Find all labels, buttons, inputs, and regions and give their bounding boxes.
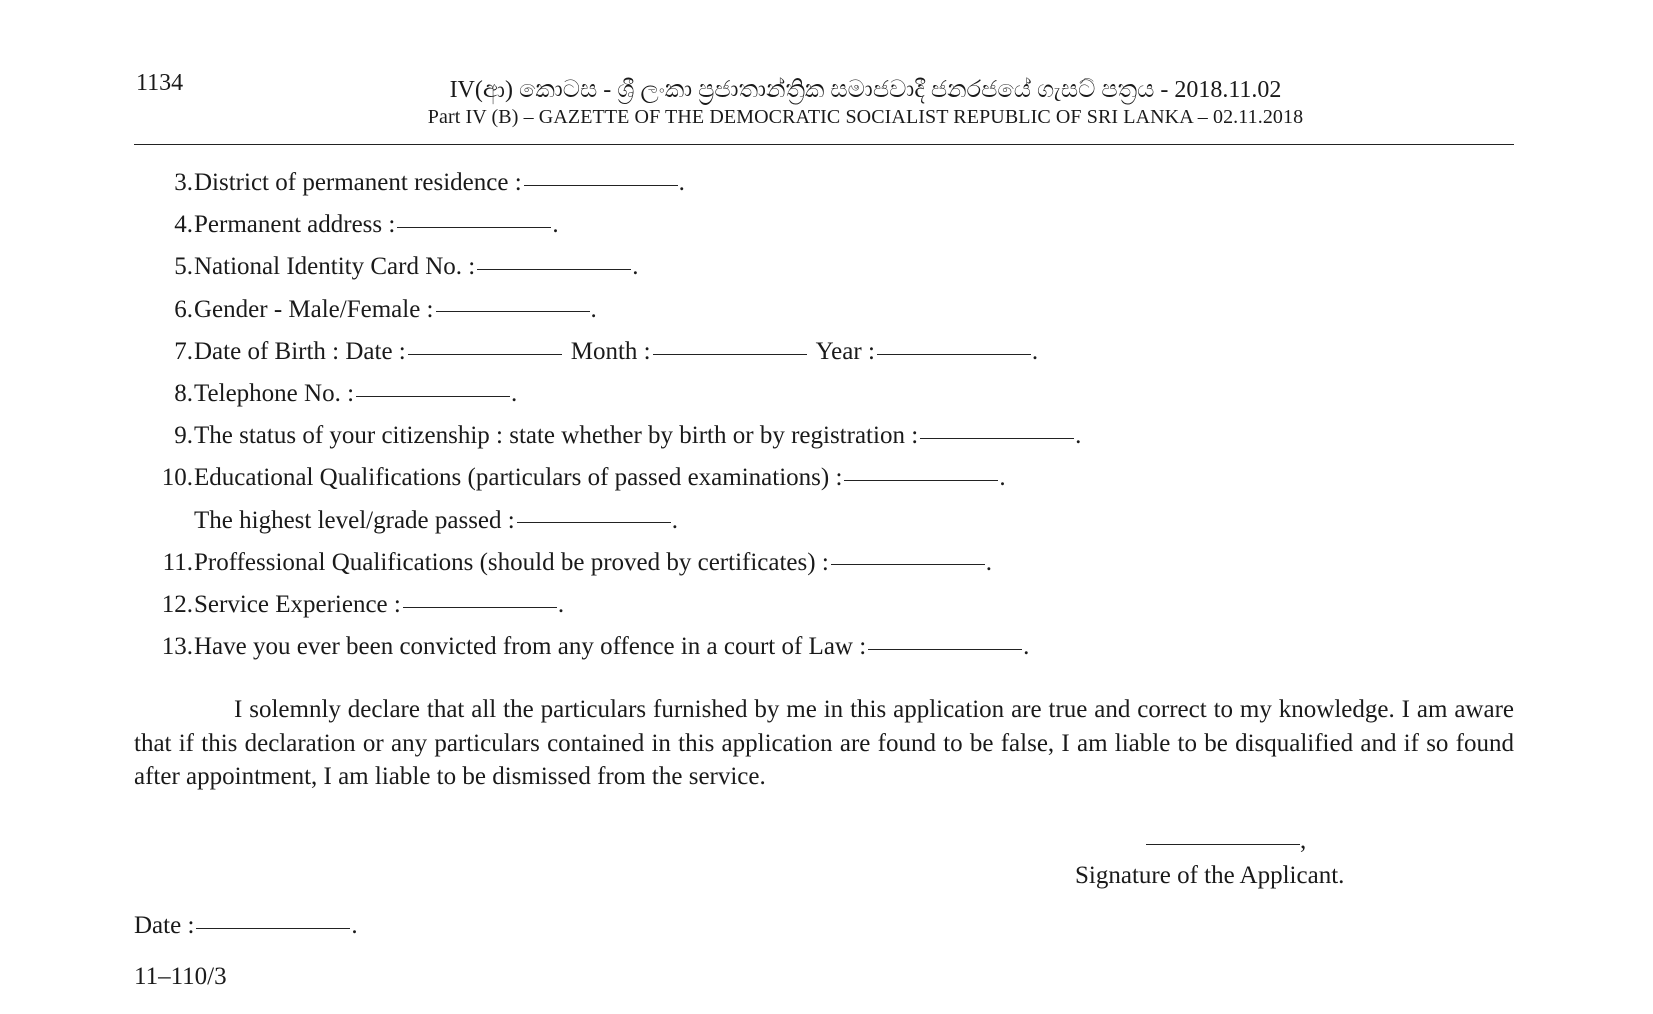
form-item-telephone [140,373,1520,415]
item-number: 4. [174,211,193,239]
page-number: 1134 [136,70,184,96]
item-label: National Identity Card No. : [194,253,476,281]
blank-field-date[interactable] [408,354,562,355]
item-period: . [678,169,685,196]
blank-field-line[interactable] [920,438,1074,439]
item-period: . [985,548,993,576]
item-period: . [999,464,1006,492]
form-item-highest-grade [140,500,1520,542]
declaration-paragraph: I solemnly declare that all the particulars furnished by me in this application are true and correct to my knowledge. I am aware that if this declaration or any particulars contained in this application are found to be false, I am liable to be disqualified and if so found after appointment, I am liable to be dismissed from the service. [134,696,1514,790]
form-item-nic-number [140,246,1520,288]
item-label: Gender - Male/Female : [194,295,434,323]
signature-label: Signature of the Applicant. [1075,862,1345,889]
item-label: Service Experience : [194,590,401,618]
blank-field-line[interactable] [397,227,551,228]
item-label: Have you ever been convicted from any offence in a court of Law : [194,633,867,661]
item-number: 9. [174,422,193,450]
form-item-gender [140,289,1520,331]
blank-field-line[interactable] [524,185,678,186]
gazette-header [136,76,1515,130]
blank-field-line[interactable] [403,607,557,608]
blank-field-line[interactable] [517,522,671,523]
form-item-service-experience [140,584,1520,626]
item-label: District of permanent residence : [194,169,522,196]
blank-field-line[interactable] [477,269,631,270]
item-label: The status of your citizenship : state whether by birth or by registration : [194,422,919,450]
item-period: . [590,295,597,323]
blank-field-line[interactable] [436,311,590,312]
header-english-title: Part IV (B) – GAZETTE OF THE DEMOCRATIC SOCIALIST REPUBLIC OF SRI LANKA – 02.11.2018 [427,106,1304,128]
blank-field-month[interactable] [653,354,807,355]
item-label: Date of Birth : Date : [194,337,406,365]
date-label: Date : [134,912,195,939]
signature-comma: , [1300,827,1307,854]
item-number: 8. [174,379,193,407]
item-period: . [1031,337,1039,365]
item-period: . [552,211,559,239]
item-number: 12. [161,590,193,618]
item-number: 11. [162,548,193,576]
item-period: . [1023,633,1030,661]
blank-field-line[interactable] [868,649,1022,650]
blank-field-year[interactable] [877,354,1031,355]
date-row [134,912,358,940]
item-period: . [671,506,678,534]
reference-number: 11–110/3 [134,963,227,990]
blank-field-line[interactable] [831,564,985,565]
header-divider [134,144,1514,145]
header-sinhala-title: IV(ආ) කොටස - ශ්‍රී ලංකා ප්‍රජාතාන්ත්‍රික සමාජවාදී ජනරජයේ ගැසට් පත්‍රය - 2018.11.02 [449,77,1282,103]
item-period: . [1075,422,1082,450]
date-period: . [351,912,358,939]
item-number: 6. [174,295,193,323]
item-label: Proffessional Qualifications (should be proved by certificates) : [194,548,829,576]
form-item-citizenship-status [140,415,1520,457]
item-period: . [557,590,565,618]
blank-field-line[interactable] [844,480,998,481]
item-number: 5. [174,253,193,281]
item-number: 7. [174,337,193,365]
signature-line[interactable] [1146,844,1300,845]
form-items [140,162,1520,668]
form-item-educational-qualifications [140,457,1520,499]
item-label: Educational Qualifications (particulars of passed examinations) : [194,464,843,492]
item-period: . [632,253,639,281]
item-label: Telephone No. : [194,379,355,407]
item-period: . [511,379,518,407]
item-number: 10. [161,464,193,492]
form-item-date-of-birth [140,331,1520,373]
year-label: Year : [815,337,875,365]
item-number: 3. [174,169,193,196]
month-label: Month : [570,337,651,365]
blank-field-line[interactable] [356,396,510,397]
form-item-professional-qualifications [140,542,1520,584]
form-item-permanent-address [140,204,1520,246]
blank-field-date[interactable] [196,928,350,929]
item-number: 13. [161,633,193,661]
form-item-district [140,162,1520,204]
form-item-convictions [140,626,1520,668]
item-label: The highest level/grade passed : [194,506,515,534]
item-label: Permanent address : [194,211,396,239]
